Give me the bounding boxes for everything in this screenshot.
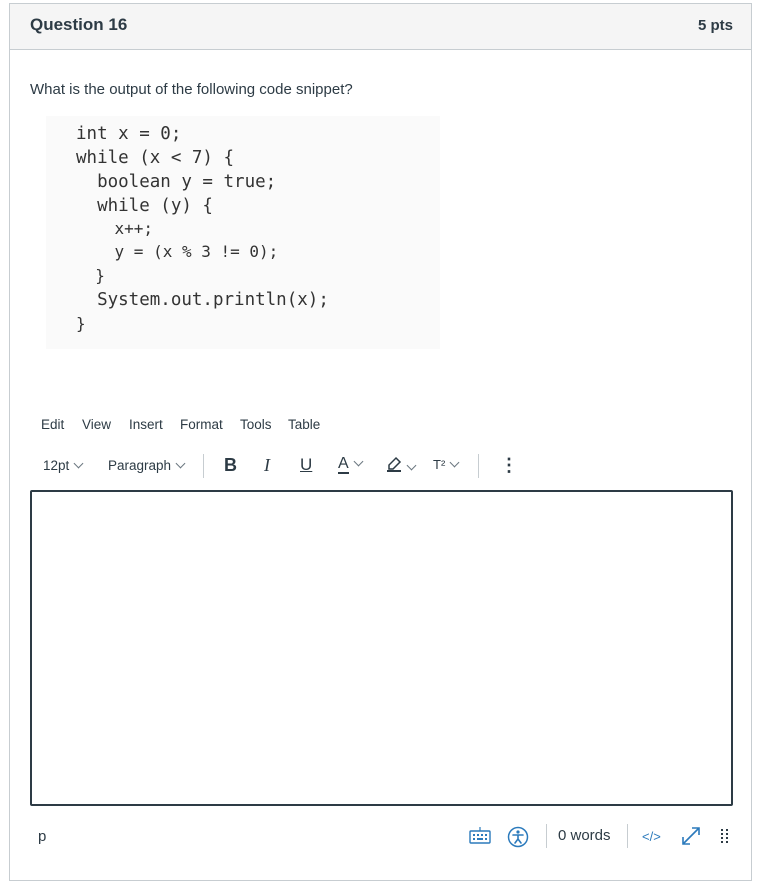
keyboard-icon[interactable] [469, 826, 491, 846]
code-line: boolean y = true; [76, 172, 277, 192]
status-divider [546, 824, 547, 848]
toolbar-divider [203, 454, 204, 478]
question-points: 5 pts [697, 17, 733, 34]
code-line: } [76, 314, 86, 333]
code-line: while (x < 7) { [76, 148, 235, 168]
block-format-value: Paragraph [108, 458, 172, 473]
menu-table[interactable]: Table [288, 417, 321, 432]
rich-text-editor[interactable] [30, 490, 733, 806]
menu-edit[interactable]: Edit [41, 417, 65, 432]
question-card [9, 3, 752, 881]
text-color-button[interactable] [338, 455, 362, 473]
status-divider [627, 824, 628, 848]
toolbar-divider [478, 454, 479, 478]
element-path[interactable]: p [38, 828, 47, 845]
menu-format[interactable]: Format [180, 417, 223, 432]
superscript-label: T² [433, 457, 446, 472]
editor-statusbar [10, 816, 751, 856]
highlight-color-button[interactable] [386, 456, 415, 475]
resize-grip-icon[interactable] [720, 828, 730, 846]
chevron-down-icon [176, 459, 186, 469]
bold-button[interactable]: B [224, 455, 237, 475]
more-options-button[interactable]: ⋮ [500, 455, 518, 475]
question-prompt: What is the output of the following code snippet? [30, 81, 353, 98]
block-format-select[interactable] [108, 458, 184, 473]
text-color-label: A [338, 455, 349, 472]
chevron-down-icon [450, 458, 460, 468]
question-header [10, 4, 751, 50]
font-size-value: 12pt [43, 458, 70, 473]
fullscreen-icon[interactable] [680, 825, 702, 847]
editor-toolbar [10, 450, 751, 484]
menu-view[interactable]: View [82, 417, 112, 432]
code-line: x++; [76, 219, 154, 238]
question-title: Question 16 [30, 15, 128, 34]
word-count[interactable]: 0 words [558, 827, 611, 844]
chevron-down-icon [74, 459, 84, 469]
code-snippet [46, 116, 440, 349]
italic-button[interactable]: I [264, 455, 270, 475]
chevron-down-icon [353, 457, 363, 467]
menu-insert[interactable]: Insert [129, 417, 163, 432]
accessibility-icon[interactable] [507, 826, 529, 848]
code-line: while (y) { [76, 196, 213, 216]
code-line: int x = 0; [76, 124, 182, 144]
underline-button[interactable]: U [300, 455, 313, 474]
html-editor-toggle[interactable]: </> [642, 829, 661, 844]
code-line: y = (x % 3 != 0); [76, 242, 279, 261]
font-size-select[interactable] [43, 458, 82, 473]
highlight-pen-icon [386, 456, 402, 472]
menu-tools[interactable]: Tools [240, 417, 272, 432]
superscript-button[interactable] [433, 457, 458, 472]
code-line: System.out.println(x); [76, 290, 329, 310]
code-line: } [76, 266, 105, 285]
chevron-down-icon [407, 461, 417, 471]
